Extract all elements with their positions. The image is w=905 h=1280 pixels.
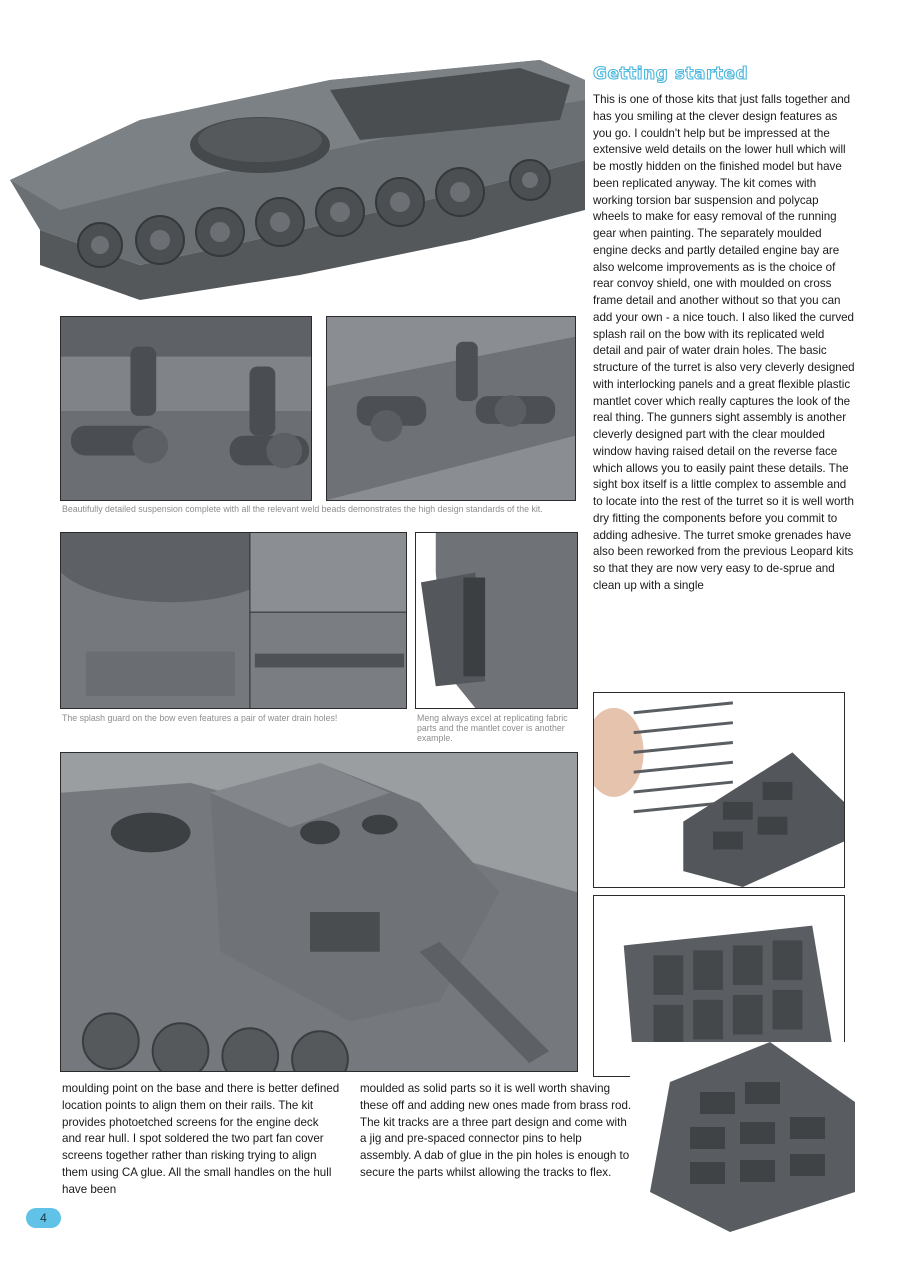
photo-assembled-track [630, 1042, 855, 1232]
article-bottom-left-text: moulding point on the base and there is better defined location points to align them on their rails. The kit provides photoetched screens for the engine deck and rear hull. I spot soldered the two part fan cover screens together rather than risking trying to align them using CA glue. All the small handles on the hull have been [62, 1082, 340, 1196]
section-heading: Getting started [593, 64, 749, 84]
caption-suspension: Beautifully detailed suspension complete with all the relevant weld beads demonstrates the high design standards of the kit. [62, 504, 543, 514]
caption-mantlet: Meng always excel at replicating fabric parts and the mantlet cover is another example. [417, 713, 568, 743]
photo-suspension-right [326, 316, 576, 501]
page-number-badge: 4 [26, 1208, 61, 1228]
photo-turret [60, 752, 578, 1072]
photo-mantlet [415, 532, 578, 709]
caption-splash-guard: The splash guard on the bow even features a pair of water drain holes! [62, 713, 338, 723]
photo-lower-hull [0, 40, 585, 305]
photo-track-pins [593, 692, 845, 888]
article-column-text: This is one of those kits that just falls together and has you smiling at the clever design features as you go. I couldn't help but be impressed at the extensive weld details on the lower hull which will be mostly hidden on the finished model but have been replicated anyway. The kit comes with working torsion bar suspension and polycap wheels to make for easy removal of the running gear when painting. The separately moulded engine decks and partly detailed engine bay are also welcome improvements as is the choice of rear convoy shield, one with moulded on cross frame detail and another without so that you can add your own - a nice touch. I also liked the curved splash rail on the bow with its replicated weld detail and pair of water drain holes. The basic structure of the turret is also very cleverly designed with interlocking panels and a great flexible plastic mantlet cover which really captures the look of the real thing. The gunners sight assembly is another cleverly designed part with the clear moulded window having raised detail on the reverse face which allows you to easily paint these details. The sight box itself is a little complex to assemble and to locate into the rest of the turret so it is well worth dry fitting the components before you commit to adding adhesive. The turret smoke grenades have also been reworked from the previous Leopard kits so that they are now very easy to de-sprue and clean up with a single [593, 93, 855, 592]
article-bottom-right-text: moulded as solid parts so it is well worth shaving these off and adding new ones made from brass rod. The kit tracks are a three part design and come with a jig and pre-spaced connector pins to help assembly. A dab of glue in the pin holes is enough to secure the parts whilst allowing the tracks to flex. [360, 1082, 632, 1179]
photo-splash-guard [60, 532, 407, 709]
photo-suspension-left [60, 316, 312, 501]
